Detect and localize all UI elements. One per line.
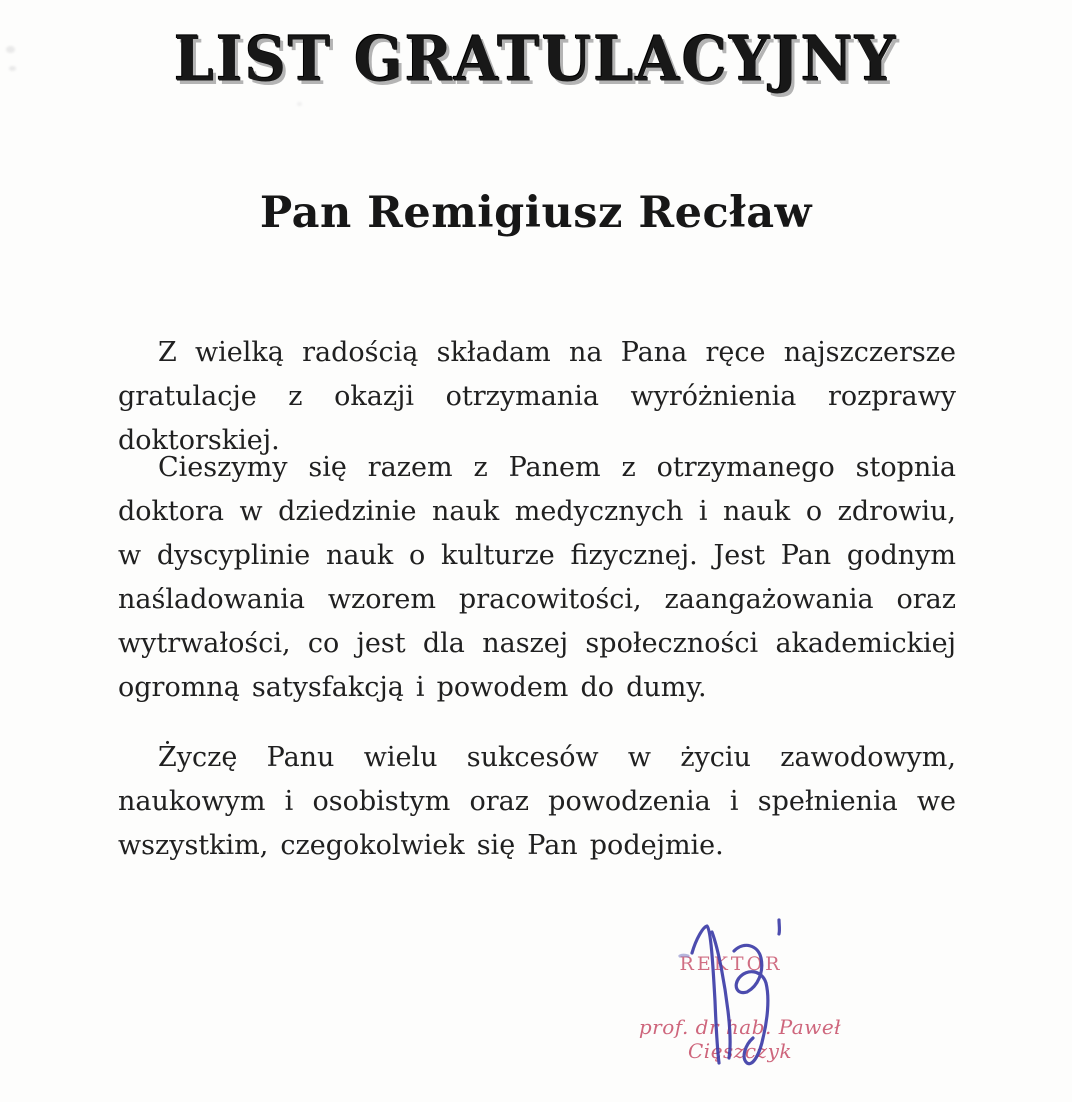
letter-title: LIST GRATULACYJNY [174, 23, 898, 96]
signer-name-stamp: prof. dr hab. Paweł Cięszczyk [638, 1015, 842, 1063]
paragraph-congratulations: Z wielką radością składam na Pana ręce najszczersze gratulacje z okazji otrzymania wyróżnienia rozprawy doktorskiej. [118, 337, 956, 456]
paragraph-wishes: Życzę Panu wielu sukcesów w życiu zawodowym, naukowym i osobistym oraz powodzenia i spełnienia we wszystkim, czegokolwiek się Pan podejmie. [118, 742, 956, 861]
scan-speck [6, 46, 15, 53]
scan-speck [9, 66, 16, 71]
paragraph-doctorate: Cieszymy się razem z Panem z otrzymanego stopnia doktora w dziedzinie nauk medycznych i nauk o zdrowiu, w dyscyplinie nauk o kulturze fizycznej. Jest Pan godnym naśladowania wzorem pracowitości, zaangażowania oraz wytrwałości, co jest dla naszej społeczności akademickiej ogromną satysfakcją i powodem do dumy. [118, 452, 956, 703]
recipient-name: Pan Remigiusz Recław [259, 188, 813, 238]
rektor-stamp-text: REKTOR [679, 953, 783, 975]
handwritten-signature-ink [672, 906, 802, 1084]
scan-speck [297, 102, 302, 106]
